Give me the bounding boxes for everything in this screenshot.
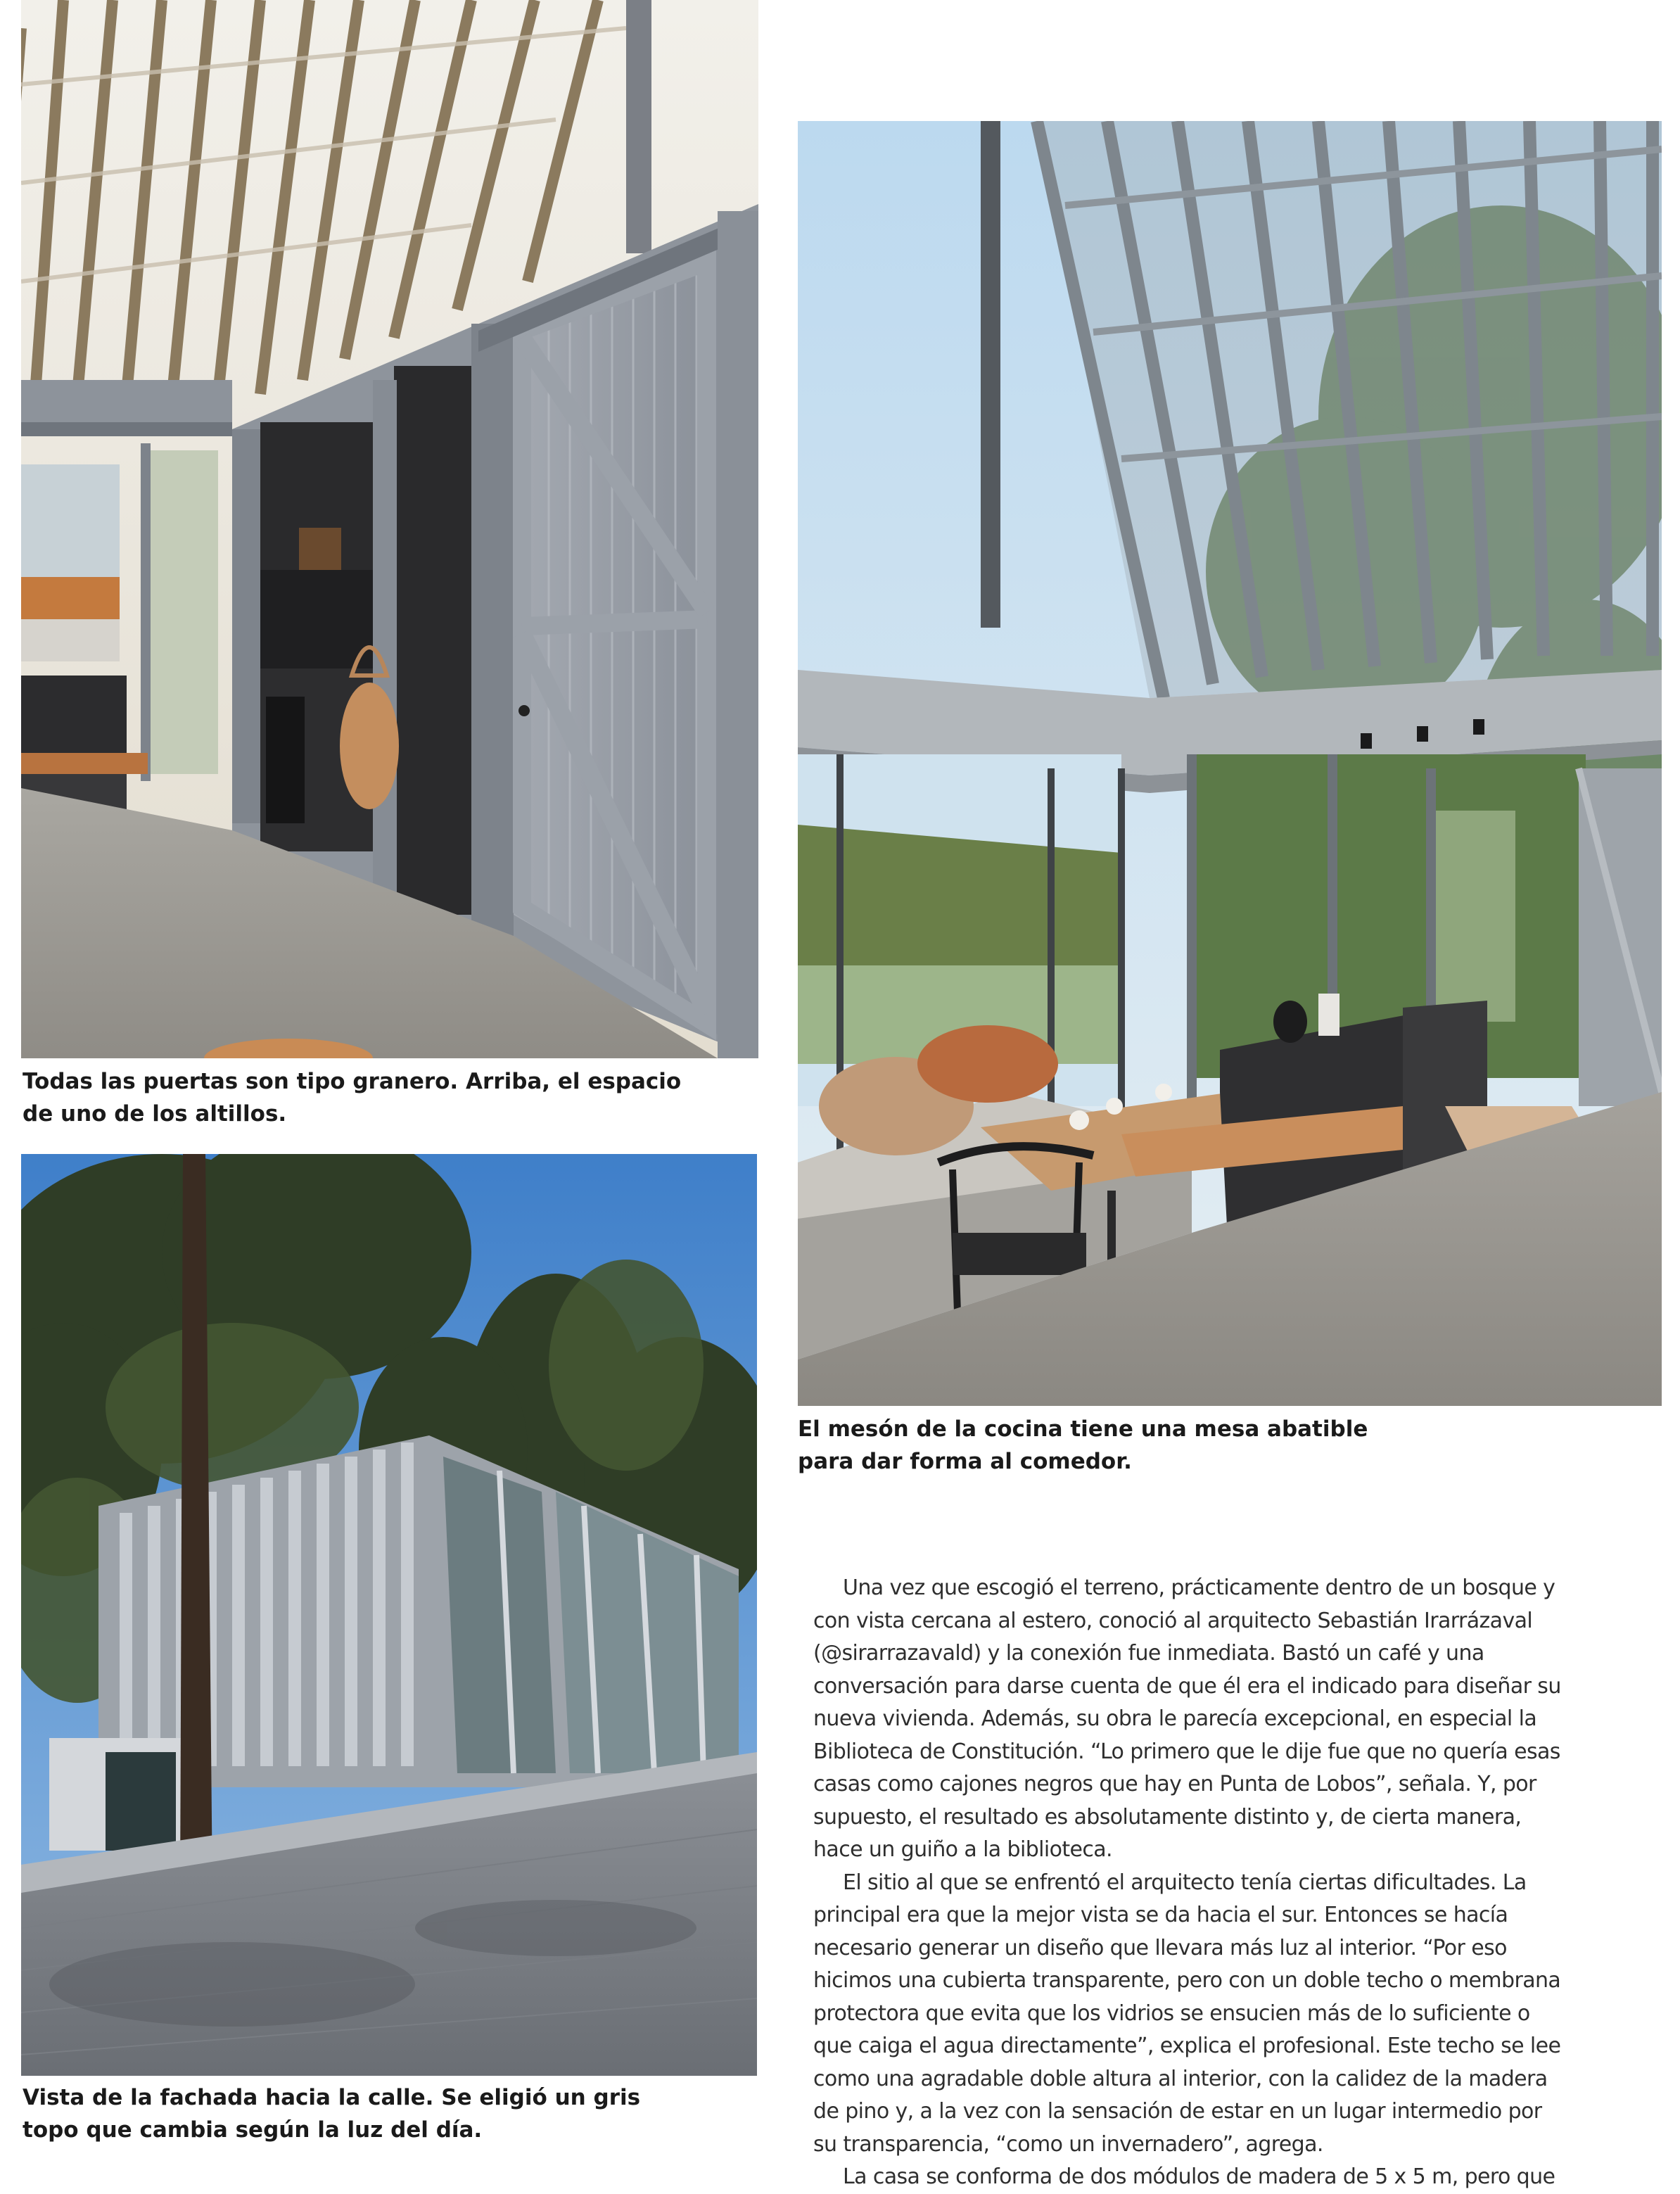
article-body: [813, 1572, 1566, 2194]
caption-line: para dar forma al comedor.: [798, 1449, 1132, 1474]
caption-line: de uno de los altillos.: [23, 1101, 287, 1127]
caption-line: Vista de la fachada hacia la calle. Se eligió un gris: [23, 2085, 641, 2110]
facade-caption: [23, 2081, 640, 2146]
kitchen-door-caption: [23, 1065, 681, 1130]
article-paragraph: La casa se conforma de dos módulos de madera de 5 x 5 m, pero que: [843, 2164, 1555, 2189]
article-paragraph: El sitio al que se enfrentó el arquitecto tenía ciertas dificultades. La principal era que la mejor vista se da hacia el sur. Entonces se hacía necesario generar un diseño que llevara más luz al interior. “Por eso hicimos una cubierta transparente, pero con un doble techo o membrana protectora que evita que los vidrios se ensucien más de lo suficiente o que caiga el agua directamente”, explica el profesional. Este techo se lee como una agradable doble altura al interior, con la calidez de la madera de pino y, a la vez con la sensación de estar en un lugar intermedio por su transparencia, “como un invernadero”, agrega.: [813, 1870, 1561, 2157]
facade-photo: [21, 1154, 757, 2076]
caption-line: El mesón de la cocina tiene una mesa abatible: [798, 1416, 1368, 1442]
caption-line: Todas las puertas son tipo granero. Arriba, el espacio: [23, 1069, 682, 1094]
dining-kitchen-photo: [798, 121, 1662, 1406]
dining-caption: [798, 1413, 1368, 1478]
kitchen-barn-door-photo: [21, 0, 758, 1058]
article-paragraph: Una vez que escogió el terreno, prácticamente dentro de un bosque y con vista cercana al estero, conoció al arquitecto Sebastián Irarrázaval (@sirarrazavald) y la conexión fue inmediata. Bastó un café y una conversación para darse cuenta de que él era el indicado para diseñar su nueva vivienda. Además, su obra le parecía excepcional, en especial la Biblioteca de Constitución. “Lo primero que le dije fue que no quería esas casas como cajones negros que hay en Punta de Lobos”, señala. Y, por supuesto, el resultado es absolutamente distinto y, de cierta manera, hace un guiño a la biblioteca.: [813, 1575, 1561, 1862]
caption-line: topo que cambia según la luz del día.: [23, 2117, 483, 2143]
